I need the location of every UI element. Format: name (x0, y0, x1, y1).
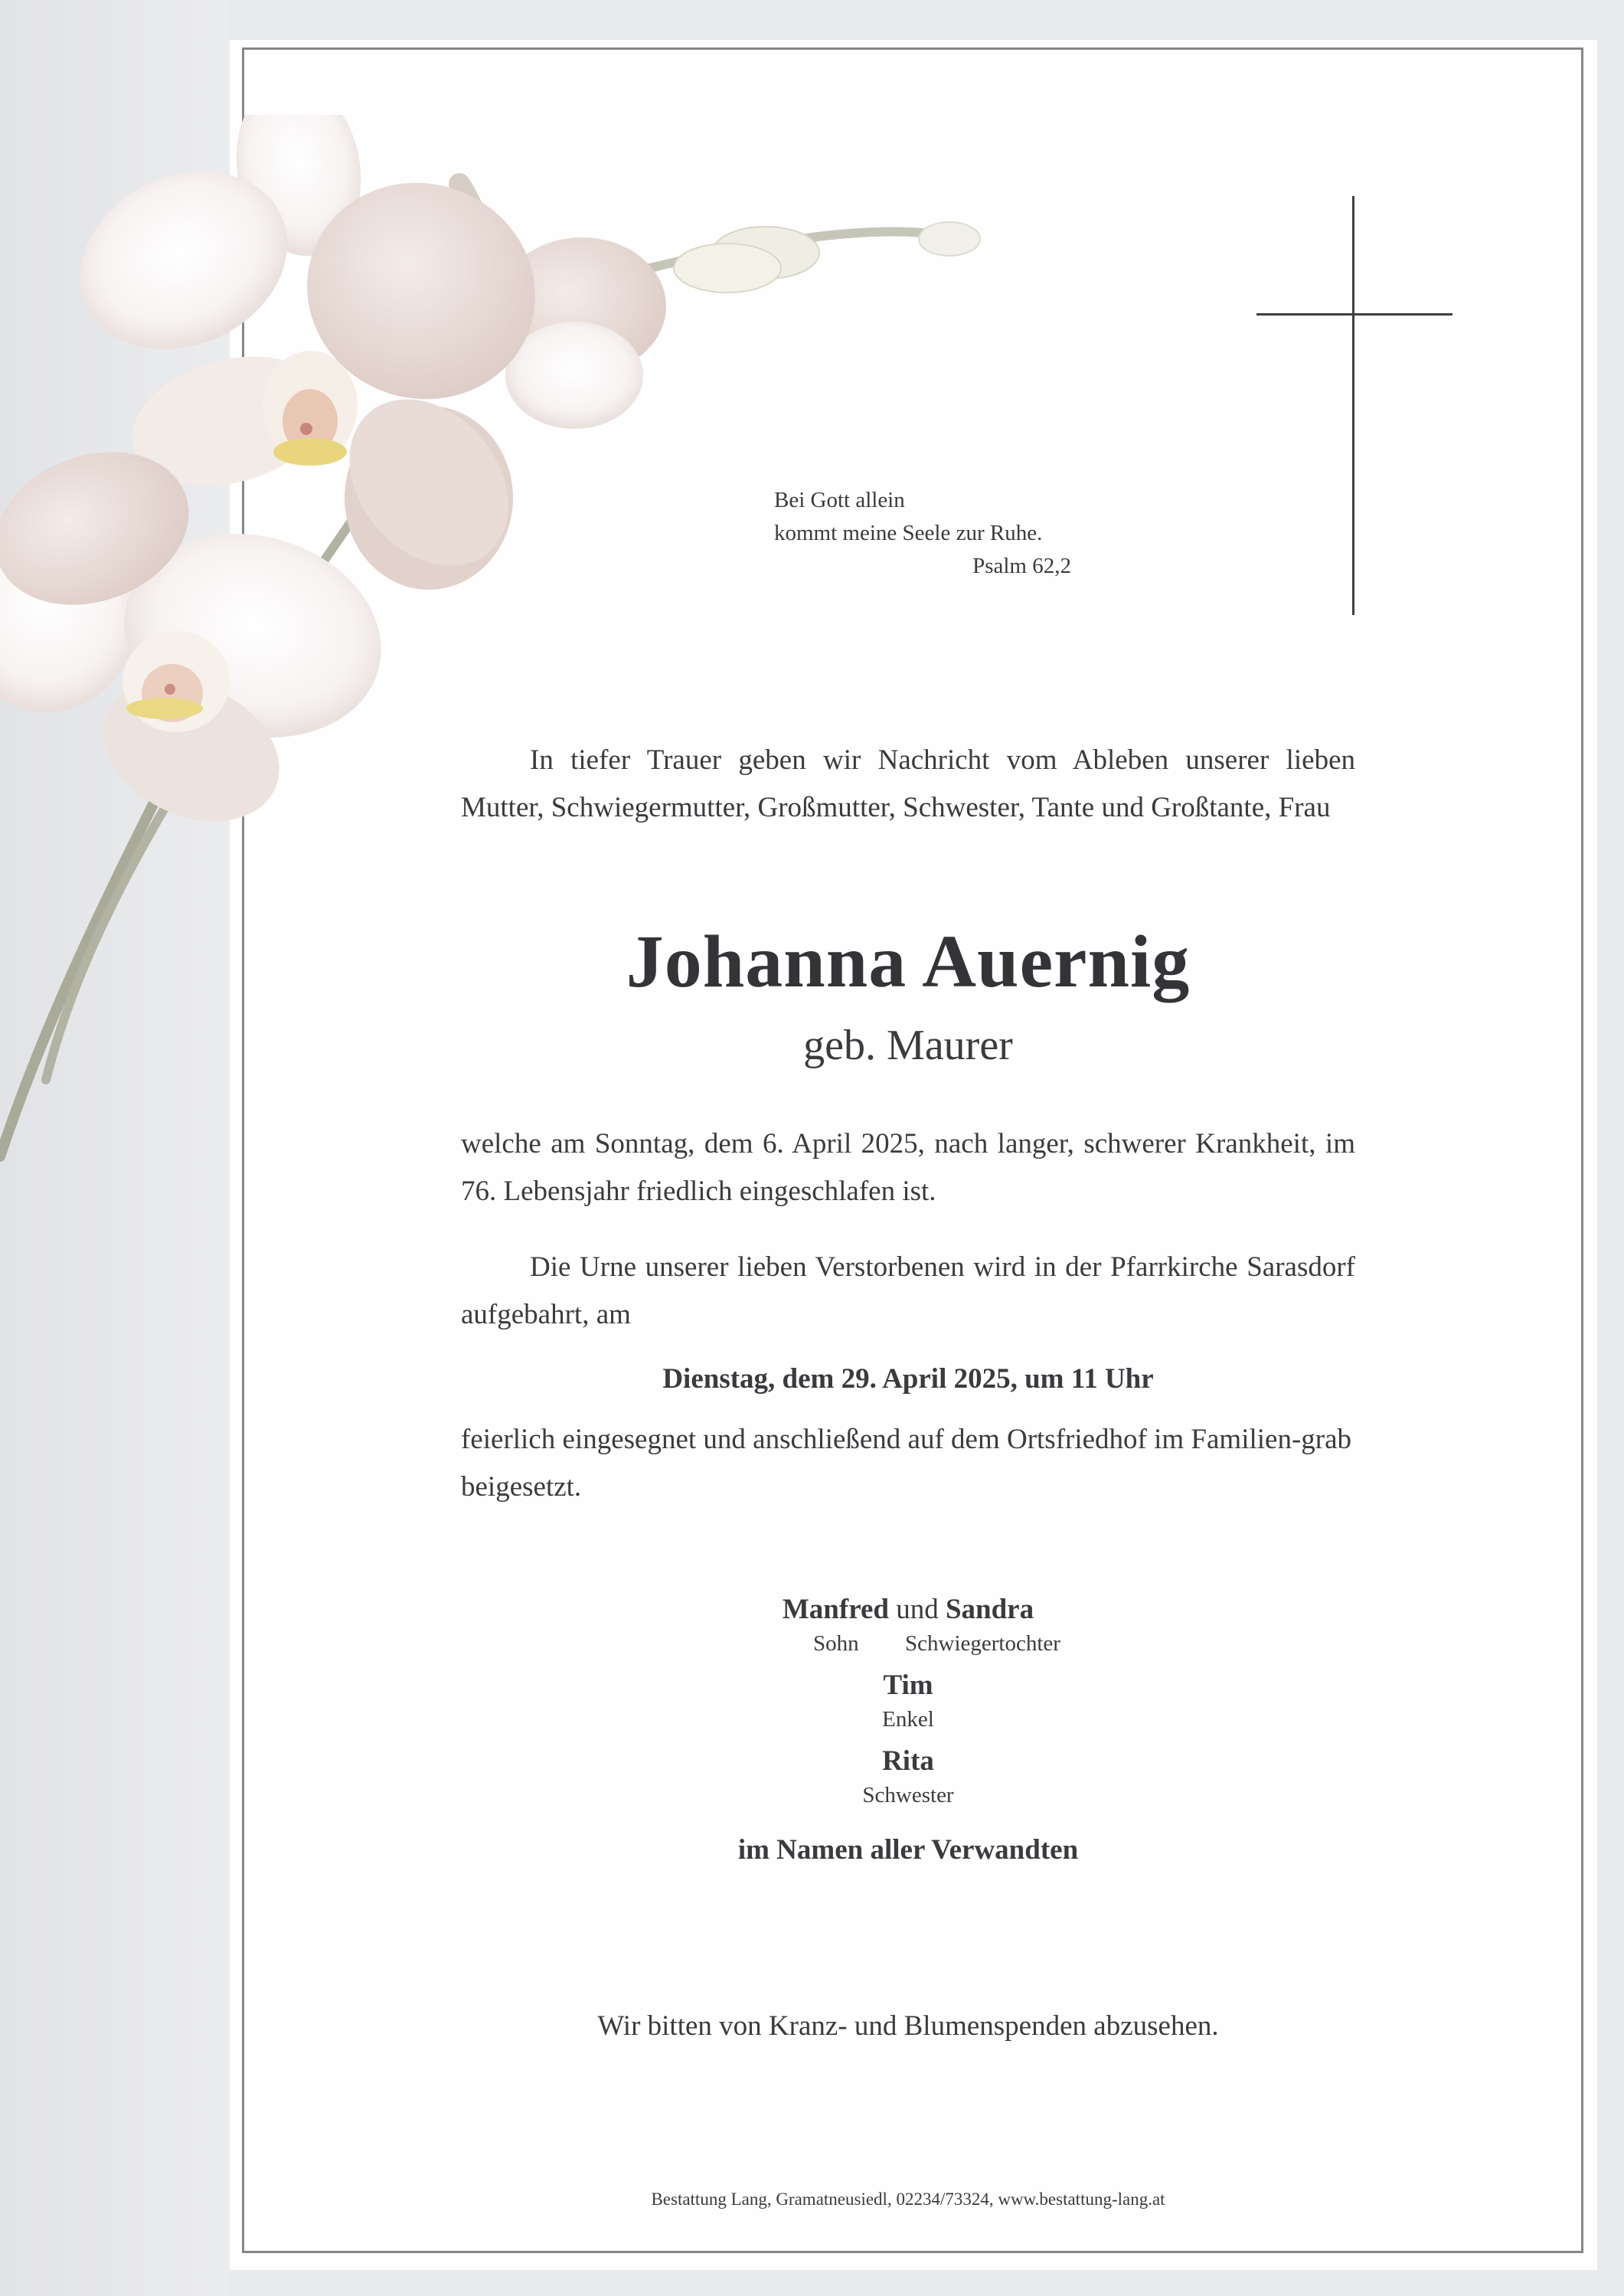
psalm-quote (774, 484, 1080, 583)
mourners-couple (461, 1591, 1355, 1628)
cross-horizontal-bar (1256, 313, 1452, 316)
urn-paragraph: Die Urne unserer lieben Verstorbenen wird in der Pfarrkirche Sarasdorf aufgebahrt, am (461, 1251, 1355, 1330)
cross-vertical-bar (1352, 196, 1354, 615)
orchid-illustration (0, 115, 1011, 1172)
funeral-home-footer: Bestattung Lang, Gramatneusiedl, 02234/73324, www.bestattung-lang.at (651, 2190, 1165, 2209)
maiden-name: geb. Maurer (803, 1022, 1013, 1069)
death-paragraph: welche am Sonntag, dem 6. April 2025, nach langer, schwerer Krankheit, im 76. Lebensjahr friedlich eingeschlafen ist. (461, 1128, 1355, 1207)
psalm-line-1: Bei Gott allein (774, 488, 905, 512)
mourner-joiner: und (896, 1594, 939, 1625)
deceased-name: Johanna Auernig (626, 921, 1191, 1003)
psalm-line-2: kommt meine Seele zur Ruhe. (774, 521, 1043, 545)
burial-paragraph: feierlich eingesegnet und anschließend auf dem Ortsfriedhof im Familien-grab beigesetzt. (461, 1424, 1352, 1503)
mourner-grandchild-name: Tim (883, 1670, 933, 1701)
psalm-reference: Psalm 62,2 (972, 554, 1071, 578)
mourner-son-name: Manfred (782, 1594, 889, 1625)
mourner-daughter-in-law-name: Sandra (945, 1594, 1034, 1625)
intro-paragraph: In tiefer Trauer geben wir Nachricht vom Ableben unserer lieben Mutter, Schwiegermutter, Großmutter, Schwester, Tante und Großtante, Frau (461, 744, 1355, 823)
relation-sibling: Schwester (862, 1783, 954, 1807)
flower-request: Wir bitten von Kranz- und Blumenspenden abzusehen. (597, 2010, 1219, 2042)
mourner-sibling-name: Rita (882, 1745, 934, 1777)
relation-grandchild: Enkel (882, 1707, 934, 1732)
relation-son: Sohn (813, 1631, 859, 1656)
relation-daughter-in-law: Schwiegertochter (905, 1631, 1060, 1656)
mourners-closing: im Namen aller Verwandten (737, 1834, 1079, 1866)
ceremony-date: Dienstag, dem 29. April 2025, um 11 Uhr (662, 1363, 1154, 1395)
